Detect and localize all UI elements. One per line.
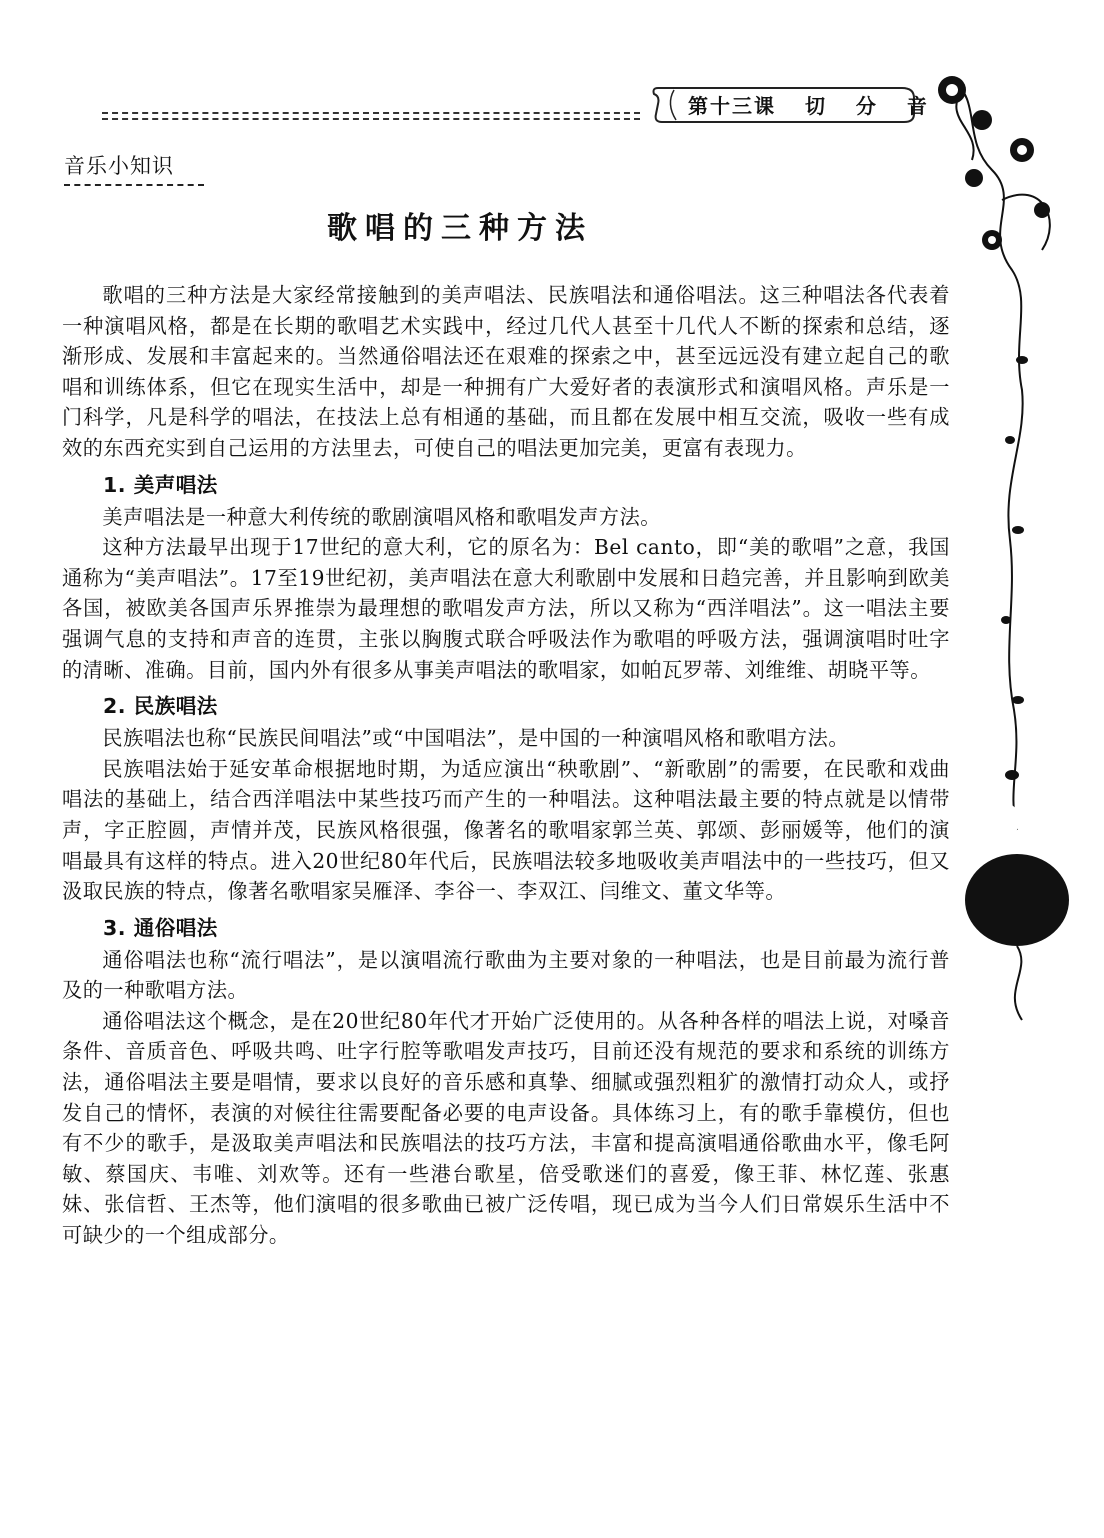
lesson-banner (652, 84, 929, 124)
article-body (62, 280, 950, 1251)
lesson-number: 第十三课 (688, 94, 776, 118)
lesson-topic: 切 分 音 (804, 94, 929, 118)
section-heading-bel-canto: 1. 美声唱法 (103, 472, 218, 497)
paragraph: 民族唱法也称“民族民间唱法”或“中国唱法”，是中国的一种演唱风格和歌唱方法。 (102, 726, 850, 751)
paragraph: 通俗唱法也称“流行唱法”，是以演唱流行歌曲为主要对象的一种唱法，也是目前最为流行普及的一种歌唱方法。 (62, 947, 950, 1003)
paragraph: 这种方法最早出现于17世纪的意大利，它的原名为：Bel canto，即“美的歌唱”之意，我国通称为“美声唱法”。17至19世纪初，美声唱法在意大利歌剧中发展和日趋完善，并且影响到欧美各国，被欧美各国声乐界推崇为最理想的歌唱发声方法，所以又称为“西洋唱法”。这一唱法主要强调气息的支持和声音的连贯，主张以胸腹式联合呼吸法作为歌唱的呼吸方法，强调演唱时吐字的清晰、准确。目前，国内外有很多从事美声唱法的歌唱家，如帕瓦罗蒂、刘维维、胡晓平等。 (62, 535, 950, 682)
paragraph: 民族唱法始于延安革命根据地时期，为适应演出“秧歌剧”、“新歌剧”的需要，在民歌和戏曲唱法的基础上，结合西洋唱法中某些技巧而产生的一种唱法。这种唱法最主要的特点就是以情带声，字正腔圆，声情并茂，民族风格很强，像著名的歌唱家郭兰英、郭颂、彭丽媛等，他们的演唱最具有这样的特点。进入20世纪80年代后，民族唱法较多地吸收美声唱法中的一些技巧，但又汲取民族的特点，像著名歌唱家吴雁泽、李谷一、李双江、闫维文、董文华等。 (62, 756, 950, 904)
paragraph: 通俗唱法这个概念，是在20世纪80年代才开始广泛使用的。从各种各样的唱法上说，对嗓音条件、音质音色、呼吸共鸣、吐字行腔等歌唱发声技巧，目前还没有规范的要求和系统的训练方法，通俗唱法主要是唱情，要求以良好的音乐感和真挚、细腻或强烈粗犷的激情打动众人，或抒发自己的情怀，表演的对候往往需要配备必要的电声设备。具体练习上，有的歌手靠模仿，但也有不少的歌手，是汲取美声唱法和民族唱法的技巧方法，丰富和提高演唱通俗歌曲水平，像毛阿敏、蔡国庆、韦唯、刘欢等。还有一些港台歌星，倍受歌迷们的喜爱，像王菲、林忆莲、张惠妹、张信哲、王杰等，他们演唱的很多歌曲已被广泛传唱，现已成为当今人们日常娱乐生活中不可缺少的一个组成部分。 (62, 1008, 950, 1248)
paragraph: 美声唱法是一种意大利传统的歌剧演唱风格和歌唱发声方法。 (102, 504, 661, 529)
page-title: 歌唱的三种方法 (327, 211, 593, 246)
intro-paragraph: 歌唱的三种方法是大家经常接触到的美声唱法、民族唱法和通俗唱法。这三种唱法各代表着一种演唱风格，都是在长期的歌唱艺术实践中，经过几代人甚至十几代人不断的探索和总结，逐渐形成、发展和丰富起来的。当然通俗唱法还在艰难的探索之中，甚至远远没有建立起自己的歌唱和训练体系，但它在现实生活中，却是一种拥有广大爱好者的表演形式和演唱风格。声乐是一门科学，凡是科学的唱法，在技法上总有相通的基础，而且都在发展中相互交流，吸收一些有成效的东西充实到自己运用的方法里去，可使自己的唱法更加完美，更富有表现力。 (62, 283, 950, 460)
section-heading-folk: 2. 民族唱法 (103, 694, 218, 719)
lesson-heading (688, 90, 929, 119)
section-heading-popular: 3. 通俗唱法 (103, 915, 218, 940)
section-label: 音乐小知识 (64, 154, 174, 178)
header-dashed-rule (102, 112, 640, 120)
section-label-underline (64, 184, 204, 186)
